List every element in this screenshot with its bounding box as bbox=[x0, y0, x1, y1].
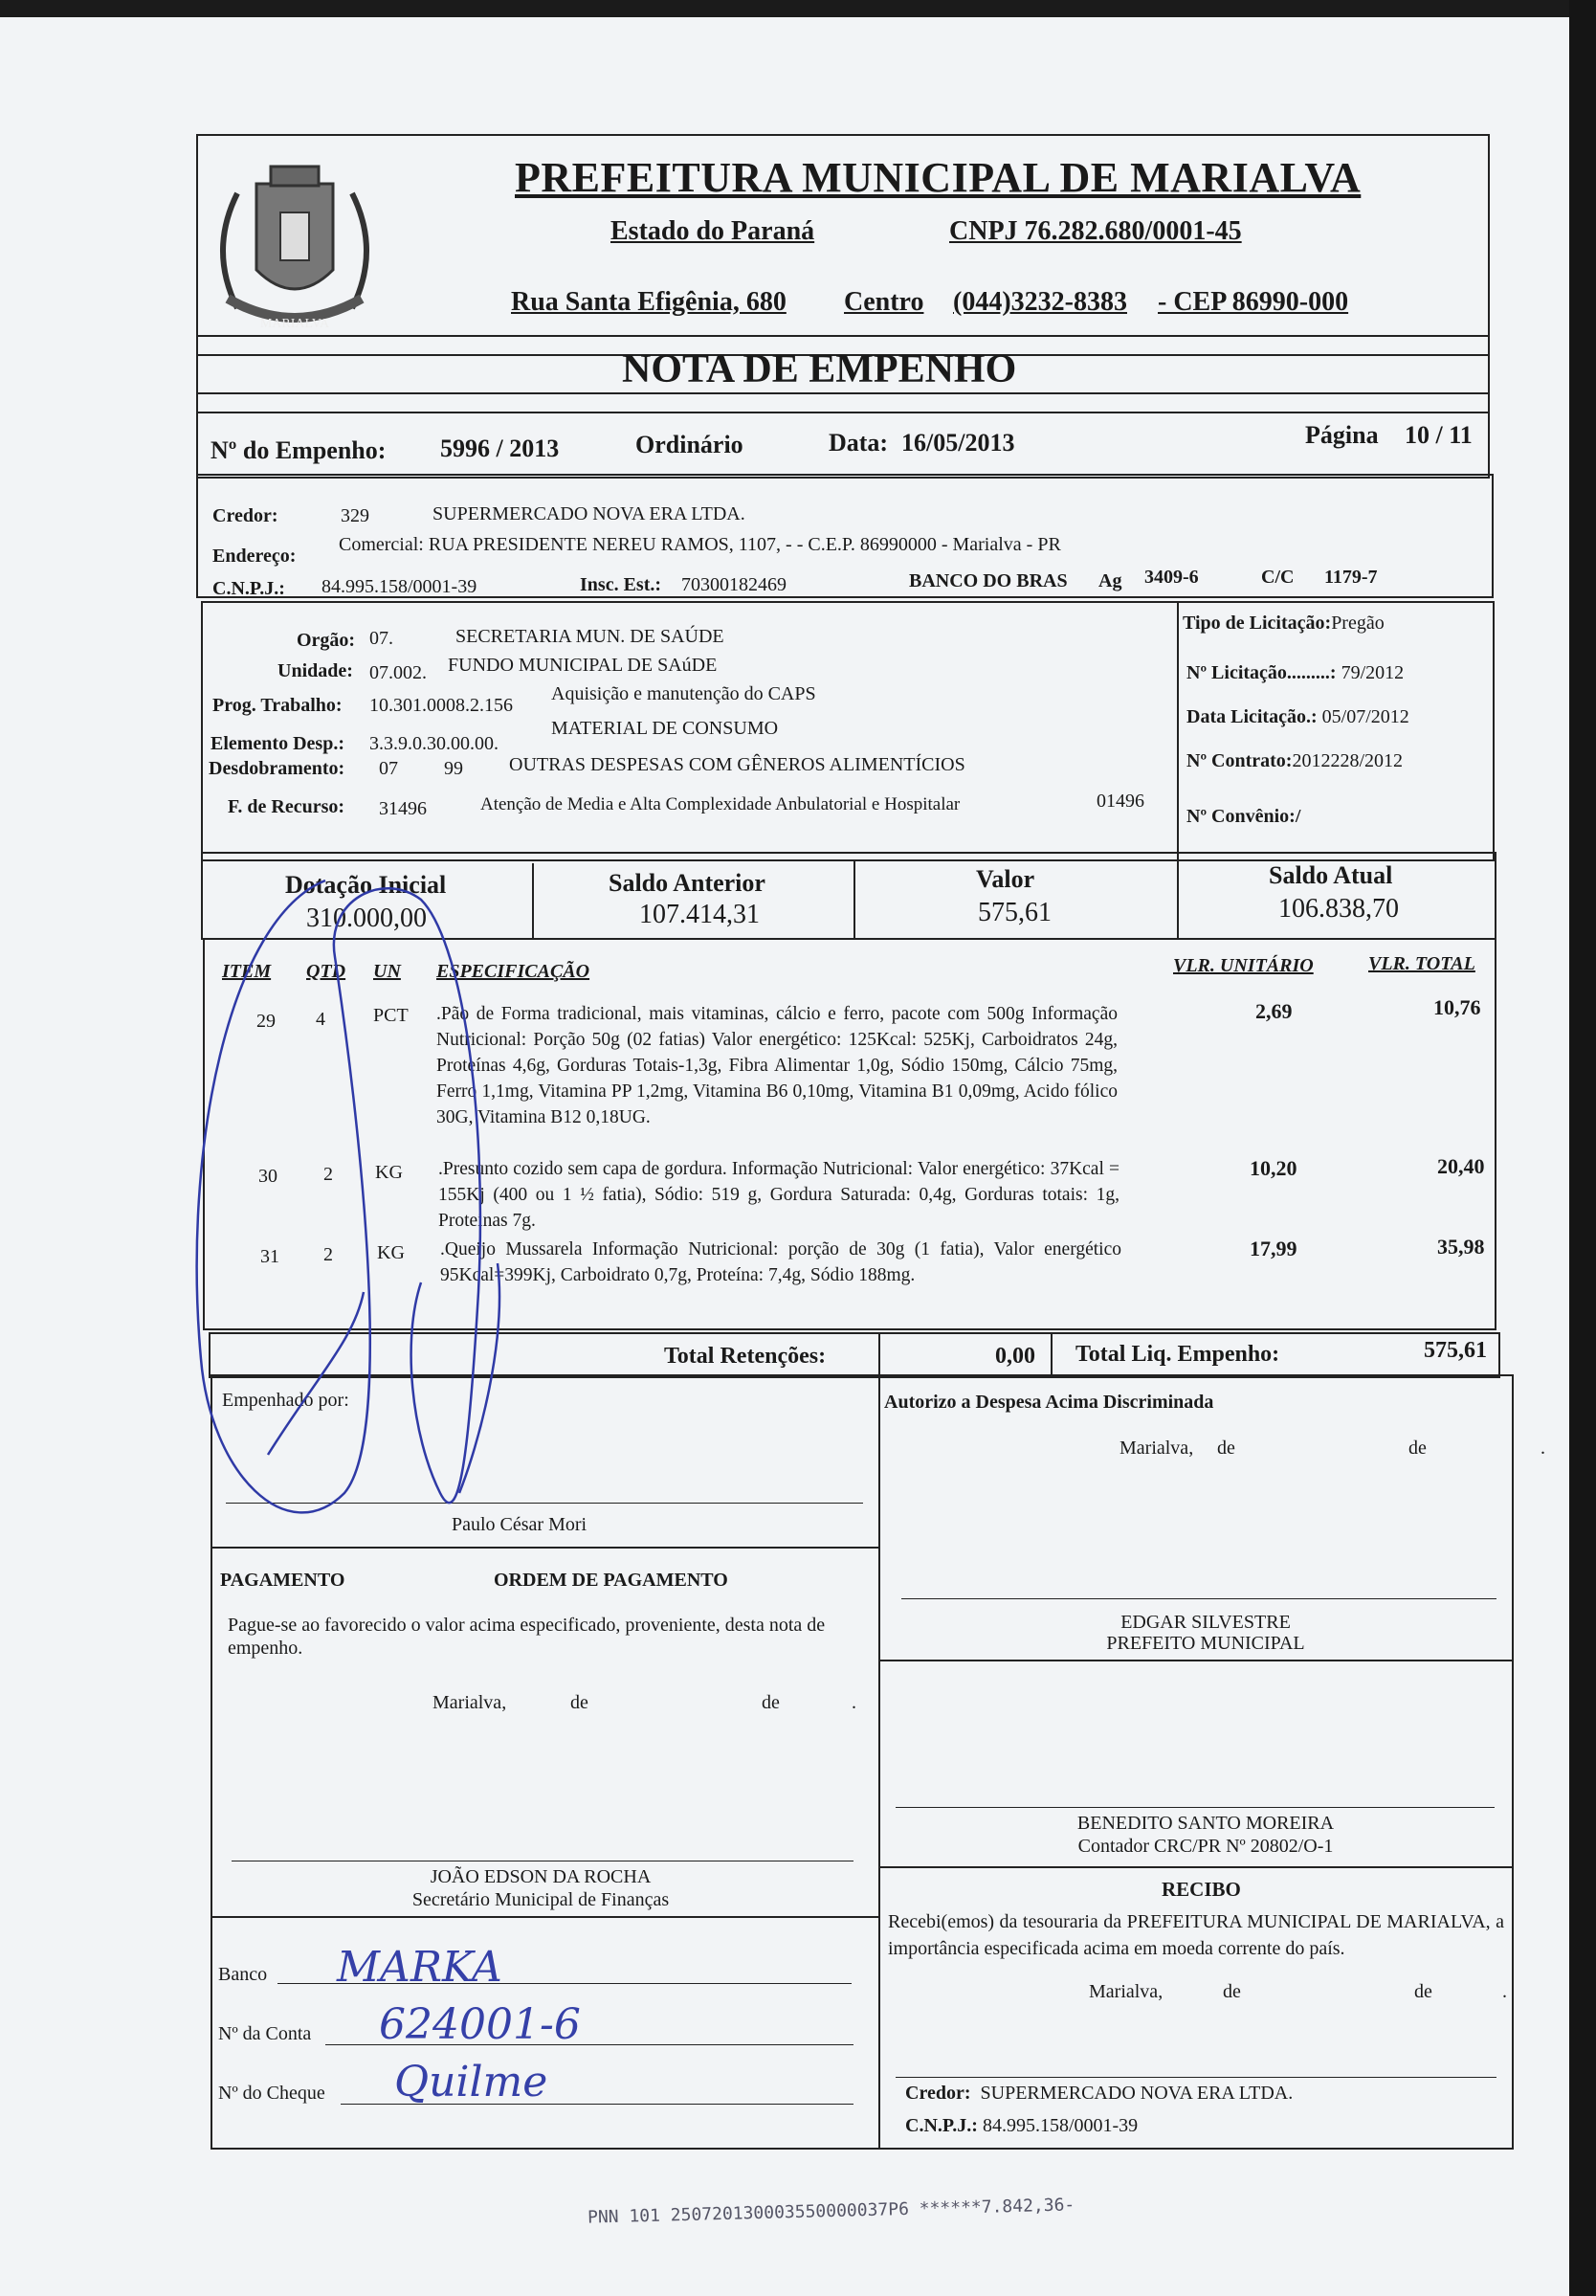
header-district: Centro bbox=[844, 287, 924, 317]
desdobramento-code2: 99 bbox=[444, 758, 463, 779]
empenho-number: 5996 / 2013 bbox=[440, 435, 560, 462]
valor-value: 575,61 bbox=[978, 898, 1052, 927]
footer-code: PNN 101 250720130003550000037P6 ******7.842,36- bbox=[587, 2195, 1075, 2228]
item-desc: .Pão de Forma tradicional, mais vitaminas, cálcio e ferro, pacote com 500g Informação Nutricional: Porção 50g (02 fatias) Valor energético: 125Kcal: 525Kj, Carboidratos 24g, Proteínas 4,6g, Gorduras Totais-1,3g, Fibra Alimentar 1,0g, Sódio 150mg, Cálcio 75mg, Ferro 1,1mg, Vitamina PP 1,2mg, Vitamina B6 0,10mg, Vitamina B1 0,09mg, Acido fólico 30G, Vitamina B12 0,18UG. bbox=[436, 1004, 1118, 1127]
signature-scribble bbox=[172, 861, 612, 1550]
item-un: KG bbox=[375, 1162, 403, 1183]
conta-label: Nº da Conta bbox=[218, 2023, 312, 2044]
recibo-dot: . bbox=[1502, 1981, 1507, 2002]
anterior-label: Saldo Anterior bbox=[609, 869, 765, 897]
empenho-date: 16/05/2013 bbox=[901, 429, 1015, 457]
tipo-licitacao-label: Tipo de Licitação:Pregão bbox=[1183, 613, 1385, 634]
col-espec: ESPECIFICAÇÃO bbox=[436, 961, 590, 982]
empenhado-label: Empenhado por: bbox=[222, 1390, 349, 1411]
bank-name: BANCO DO BRAS bbox=[909, 570, 1068, 591]
contador-sigline bbox=[896, 1807, 1495, 1808]
scan-right-edge bbox=[1569, 0, 1596, 2296]
recurso-code2: 01496 bbox=[1097, 791, 1144, 812]
orgao-name: SECRETARIA MUN. DE SAÚDE bbox=[455, 626, 724, 647]
header-cnpj: CNPJ 76.282.680/0001-45 bbox=[949, 216, 1242, 246]
item-qtd: 2 bbox=[323, 1164, 333, 1185]
recibo-title: RECIBO bbox=[1162, 1878, 1241, 1901]
autorizo-de1: de bbox=[1217, 1438, 1235, 1459]
atual-value: 106.838,70 bbox=[1278, 894, 1399, 924]
ret-label: Total Retenções: bbox=[664, 1344, 827, 1369]
item-desc: .Queijo Mussarela Informação Nutricional: porção de 30g (1 fatia), Valor energético 95Kcal=399Kj, Carboidrato 0,7g, Proteína: 7,4g, Sódio 188mg. bbox=[440, 1239, 1121, 1285]
atual-label: Saldo Atual bbox=[1269, 861, 1393, 889]
desdobramento-label: Desdobramento: bbox=[209, 758, 345, 779]
item-total: 10,76 bbox=[1433, 995, 1481, 1019]
autorizo-label: Autorizo a Despesa Acima Discriminada bbox=[884, 1392, 1214, 1413]
col-un: UN bbox=[373, 961, 401, 982]
pagamento-dot: . bbox=[852, 1692, 856, 1713]
credor-address: Comercial: RUA PRESIDENTE NEREU RAMOS, 1107, - - C.E.P. 86990000 - Marialva - PR bbox=[339, 534, 1061, 555]
recibo-sigline bbox=[896, 2077, 1496, 2078]
liq-label: Total Liq. Empenho: bbox=[1075, 1342, 1280, 1367]
recibo-de2: de bbox=[1414, 1981, 1432, 2002]
ag-value: 3409-6 bbox=[1144, 567, 1199, 588]
totals-div2 bbox=[1051, 1332, 1053, 1378]
contrato-label: Nº Contrato:2012228/2012 bbox=[1186, 750, 1404, 771]
empenho-label: Nº do Empenho: bbox=[211, 436, 387, 464]
recurso-name: Atenção de Media e Alta Complexidade Anbulatorial e Hospitalar bbox=[480, 794, 961, 814]
orgao-label: Orgão: bbox=[297, 630, 356, 651]
empenho-type: Ordinário bbox=[635, 431, 743, 458]
prog-code: 10.301.0008.2.156 bbox=[369, 695, 513, 716]
recurso-label: F. de Recurso: bbox=[228, 796, 345, 817]
ordem-label: ORDEM DE PAGAMENTO bbox=[494, 1570, 728, 1591]
pagamento-de2: de bbox=[762, 1692, 780, 1713]
autorizo-de2: de bbox=[1408, 1438, 1427, 1459]
item-qtd: 4 bbox=[316, 1009, 325, 1030]
pagamento-de1: de bbox=[570, 1692, 588, 1713]
orcamento-divider bbox=[1177, 601, 1179, 861]
credor-code: 329 bbox=[341, 505, 369, 526]
autorizo-bottom bbox=[878, 1660, 1514, 1661]
unidade-name: FUNDO MUNICIPAL DE SAúDE bbox=[448, 655, 718, 676]
empenhado-name: Paulo César Mori bbox=[452, 1514, 587, 1535]
valor-label: Valor bbox=[976, 865, 1035, 893]
cc-value: 1179-7 bbox=[1324, 567, 1378, 588]
insc-value: 70300182469 bbox=[681, 574, 787, 595]
empenho-date-label: Data: bbox=[829, 429, 889, 457]
col-item: ITEM bbox=[222, 961, 272, 982]
col-unit: VLR. UNITÁRIO bbox=[1173, 955, 1314, 976]
pagamento-city: Marialva, bbox=[432, 1692, 507, 1713]
recibo-de1: de bbox=[1223, 1981, 1241, 2002]
banco-label: Banco bbox=[218, 1964, 268, 1985]
col-qtd: QTD bbox=[306, 961, 346, 982]
svg-text:MARIALVA: MARIALVA bbox=[259, 317, 330, 331]
prog-name: Aquisição e manutenção do CAPS bbox=[551, 683, 816, 704]
pagamento-text: Pague-se ao favorecido o valor acima especificado, proveniente, desta nota de empenho. bbox=[228, 1615, 826, 1659]
data-licitacao-label: Data Licitação.: 05/07/2012 bbox=[1186, 706, 1409, 727]
doc-title: NOTA DE EMPENHO bbox=[622, 347, 1017, 391]
pagamento-bottom bbox=[211, 1916, 878, 1918]
item-qtd: 2 bbox=[323, 1244, 333, 1265]
page-title: PREFEITURA MUNICIPAL DE MARIALVA bbox=[515, 154, 1362, 201]
lower-divider bbox=[878, 1374, 880, 2150]
unidade-label: Unidade: bbox=[277, 660, 353, 681]
autorizo-role: PREFEITO MUNICIPAL bbox=[1106, 1633, 1305, 1654]
recibo-credor: Credor: SUPERMERCADO NOVA ERA LTDA. bbox=[905, 2083, 1294, 2104]
saldos-div2 bbox=[853, 859, 855, 940]
item-number: 30 bbox=[258, 1166, 277, 1187]
autorizo-sigline bbox=[901, 1598, 1496, 1599]
convenio-label: Nº Convênio:/ bbox=[1186, 806, 1301, 827]
recibo-text: Recebi(emos) da tesouraria da PREFEITURA MUNICIPAL DE MARIALVA, a importância especificada acima em moeda corrente do país. bbox=[888, 1911, 1504, 1959]
header-address: Rua Santa Efigênia, 680 bbox=[511, 287, 787, 317]
elemento-name: MATERIAL DE CONSUMO bbox=[551, 718, 779, 739]
banco-handwriting: MARKA bbox=[337, 1943, 502, 1992]
prog-label: Prog. Trabalho: bbox=[212, 695, 343, 716]
item-total: 20,40 bbox=[1437, 1154, 1485, 1178]
item-unit-price: 10,20 bbox=[1250, 1156, 1297, 1180]
pagamento-signer: JOÃO EDSON DA ROCHA bbox=[430, 1866, 652, 1887]
liq-value: 575,61 bbox=[1424, 1338, 1487, 1363]
dotacao-label: Dotação Inicial bbox=[285, 871, 447, 899]
cheque-handwriting: Quilme bbox=[394, 2058, 548, 2107]
contador-bottom bbox=[878, 1866, 1514, 1868]
page-label: Página bbox=[1305, 421, 1379, 449]
header-cep: - CEP 86990-000 bbox=[1158, 287, 1349, 317]
page-number: 10 / 11 bbox=[1405, 421, 1473, 449]
autorizo-city: Marialva, bbox=[1119, 1438, 1194, 1459]
conta-handwriting: 624001-6 bbox=[379, 2000, 581, 2049]
autorizo-dot: . bbox=[1541, 1438, 1545, 1459]
cc-label: C/C bbox=[1261, 567, 1295, 588]
orgao-code: 07. bbox=[369, 628, 393, 649]
unidade-code: 07.002. bbox=[369, 662, 427, 683]
item-total: 35,98 bbox=[1437, 1235, 1485, 1259]
pagamento-label: PAGAMENTO bbox=[220, 1570, 345, 1591]
cheque-label: Nº do Cheque bbox=[218, 2083, 325, 2104]
col-total: VLR. TOTAL bbox=[1368, 953, 1475, 974]
anterior-value: 107.414,31 bbox=[639, 900, 760, 929]
item-un: KG bbox=[377, 1242, 405, 1263]
elemento-label: Elemento Desp.: bbox=[211, 733, 344, 754]
scan-top-edge bbox=[0, 0, 1596, 17]
credor-name: SUPERMERCADO NOVA ERA LTDA. bbox=[432, 503, 745, 524]
header-state: Estado do Paraná bbox=[610, 216, 815, 246]
saldos-div3 bbox=[1177, 852, 1179, 940]
cnpj-label: C.N.P.J.: bbox=[212, 578, 285, 599]
item-number: 31 bbox=[260, 1246, 279, 1267]
ret-value: 0,00 bbox=[995, 1344, 1035, 1369]
elemento-code: 3.3.9.0.30.00.00. bbox=[369, 733, 499, 754]
recibo-city: Marialva, bbox=[1089, 1981, 1164, 2002]
dotacao-value: 310.000,00 bbox=[306, 903, 427, 933]
contador-role: Contador CRC/PR Nº 20802/O-1 bbox=[1077, 1836, 1334, 1857]
desdobramento-code1: 07 bbox=[379, 758, 398, 779]
item-number: 29 bbox=[256, 1011, 276, 1032]
insc-label: Insc. Est.: bbox=[580, 574, 662, 595]
crest-icon bbox=[199, 155, 390, 346]
totals-div1 bbox=[878, 1332, 880, 1378]
item-un: PCT bbox=[373, 1005, 409, 1026]
address-label: Endereço: bbox=[212, 546, 297, 567]
item-unit-price: 2,69 bbox=[1255, 999, 1293, 1023]
ag-label: Ag bbox=[1098, 570, 1122, 591]
header-phone: (044)3232-8383 bbox=[953, 287, 1127, 317]
desdobramento-name: OUTRAS DESPESAS COM GÊNEROS ALIMENTÍCIOS bbox=[509, 754, 965, 775]
credor-cnpj: 84.995.158/0001-39 bbox=[321, 576, 477, 597]
num-licitacao-label: Nº Licitação.........: 79/2012 bbox=[1186, 662, 1405, 683]
autorizo-signer: EDGAR SILVESTRE bbox=[1120, 1612, 1291, 1633]
contador-name: BENEDITO SANTO MOREIRA bbox=[1076, 1813, 1335, 1834]
recurso-code: 31496 bbox=[379, 798, 427, 819]
recibo-cnpj: C.N.P.J.: 84.995.158/0001-39 bbox=[905, 2115, 1139, 2136]
item-desc: .Presunto cozido sem capa de gordura. Informação Nutricional: Valor energético: 37Kcal = 155Kj (400 ou 1 ½ fatia), Sódio: 519 g, Gordura Saturada: 0,4g, Gorduras totais: 1g, Proteinas 7g. bbox=[438, 1159, 1119, 1231]
item-unit-price: 17,99 bbox=[1250, 1237, 1297, 1260]
credor-label: Credor: bbox=[212, 505, 278, 526]
pagamento-role: Secretário Municipal de Finanças bbox=[411, 1889, 670, 1910]
